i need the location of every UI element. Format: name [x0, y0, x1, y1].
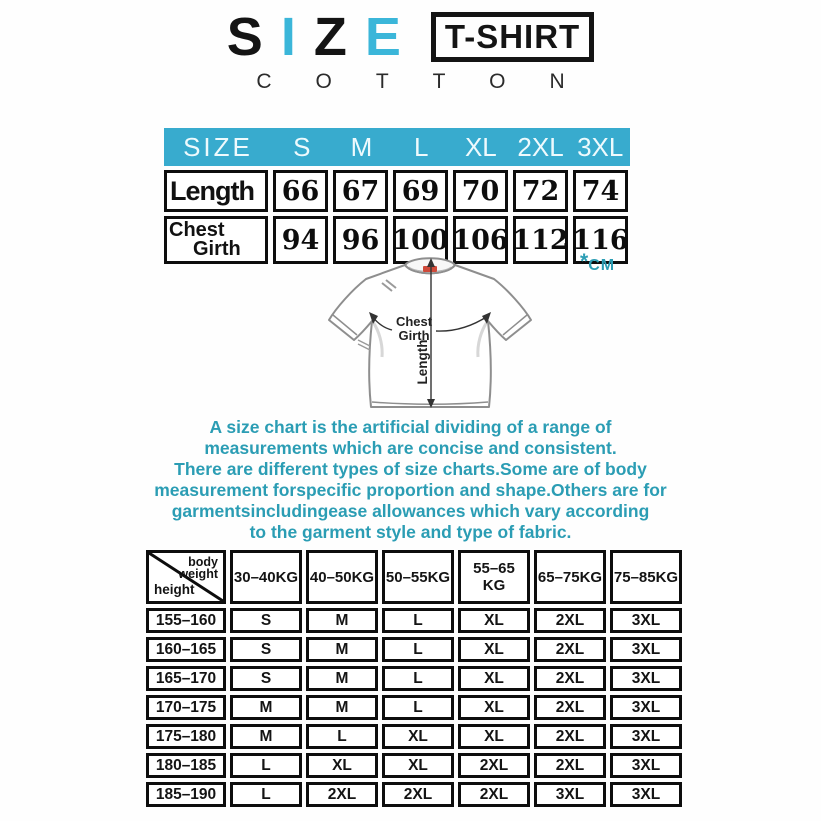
size-cell: L: [306, 724, 378, 749]
product-type-badge: T-SHIRT: [431, 12, 594, 62]
weight-column-header: 65–75KG: [534, 550, 606, 604]
size-cell: XL: [458, 608, 530, 633]
tshirt-outline: [329, 265, 531, 407]
unit-label: CM: [588, 257, 616, 274]
unit-note: [580, 250, 615, 275]
weight-column-header: 55–65 KG: [458, 550, 530, 604]
size-cell: L: [382, 637, 454, 662]
size-chart-description: [40, 417, 781, 543]
height-range: 185–190: [146, 782, 226, 807]
size-cell: XL: [458, 637, 530, 662]
fit-row: [146, 608, 682, 633]
tshirt-measurement-diagram: [308, 254, 554, 426]
weight-column-header: 30–40KG: [230, 550, 302, 604]
size-cell: 3XL: [610, 608, 682, 633]
size-cell: 2XL: [534, 637, 606, 662]
chest-value: 112: [513, 216, 568, 264]
weight-column-header: 75–85KG: [610, 550, 682, 604]
description-line: garmentsincludingease allowances which vary according: [171, 501, 650, 521]
size-cell: 3XL: [610, 724, 682, 749]
size-cell: 2XL: [458, 753, 530, 778]
chest-label-line1: Chest: [169, 219, 225, 241]
brand-letter: Z: [313, 7, 347, 67]
size-cell: M: [306, 637, 378, 662]
description-line: measurements which are concise and consistent.: [204, 438, 617, 458]
size-cell: L: [382, 608, 454, 633]
size-cell: 2XL: [534, 608, 606, 633]
size-cell: 2XL: [534, 695, 606, 720]
size-cell: M: [306, 608, 378, 633]
description-line: There are different types of size charts.Some are of body: [174, 459, 647, 479]
fit-row: [146, 666, 682, 691]
size-cell: 2XL: [306, 782, 378, 807]
length-value: 74: [573, 170, 628, 212]
size-cell: S: [230, 666, 302, 691]
height-weight-fit-table: [142, 546, 686, 811]
length-row: [164, 170, 630, 212]
height-range: 165–170: [146, 666, 226, 691]
size-cell: 3XL: [610, 782, 682, 807]
size-cell: 2XL: [534, 724, 606, 749]
cm-size-table: [164, 128, 630, 264]
description-line: A size chart is the artificial dividing of a range of: [209, 417, 612, 437]
chest-value: 100: [393, 216, 448, 264]
chest-girth-label-line2: Girth: [398, 328, 430, 343]
tshirt-drawing: [308, 254, 554, 426]
chest-label-line2: Girth: [193, 238, 241, 260]
title-block: [0, 7, 821, 93]
size-cell: L: [382, 666, 454, 691]
chest-value: 96: [333, 216, 388, 264]
chest-value: 94: [273, 216, 328, 264]
length-label: Length: [415, 339, 430, 385]
column-header-3xl: 3XL: [577, 131, 624, 162]
column-header-s: S: [293, 131, 311, 162]
size-cell: M: [230, 724, 302, 749]
size-cell: S: [230, 608, 302, 633]
size-cell: 2XL: [382, 782, 454, 807]
chest-value: 116: [573, 216, 628, 264]
fit-row: [146, 782, 682, 807]
description-line: measurement forspecific proportion and shape.Others are for: [154, 480, 667, 500]
size-cell: XL: [458, 724, 530, 749]
size-cell: XL: [382, 753, 454, 778]
corner-cell: [146, 550, 226, 604]
size-cell: L: [230, 782, 302, 807]
size-cell: 3XL: [610, 637, 682, 662]
length-value: 69: [393, 170, 448, 212]
chest-girth-label-line1: Chest: [395, 314, 433, 329]
length-value: 72: [513, 170, 568, 212]
brand-letter: E: [364, 7, 401, 67]
fit-row: [146, 724, 682, 749]
cm-size-table-header: [164, 128, 630, 166]
brand-letter: I: [280, 7, 296, 67]
side-mark: [358, 340, 370, 350]
size-cell: 2XL: [534, 666, 606, 691]
length-value: 66: [273, 170, 328, 212]
corner-height-label: height: [154, 582, 195, 597]
size-cell: 2XL: [458, 782, 530, 807]
fit-row: [146, 753, 682, 778]
size-cell: XL: [458, 695, 530, 720]
size-cell: XL: [306, 753, 378, 778]
brand-wordmark: [226, 7, 594, 67]
height-range: 160–165: [146, 637, 226, 662]
chest-value: 106: [453, 216, 508, 264]
column-header-m: M: [350, 131, 373, 162]
column-header-l: L: [413, 131, 429, 162]
column-header-size: SIZE: [183, 131, 253, 162]
material-subtitle: COTTON: [256, 70, 609, 93]
column-header-xl: XL: [464, 131, 497, 162]
weight-column-header: 40–50KG: [306, 550, 378, 604]
length-value: 67: [333, 170, 388, 212]
height-range: 170–175: [146, 695, 226, 720]
size-cell: M: [306, 695, 378, 720]
size-cell: S: [230, 637, 302, 662]
size-cell: 3XL: [610, 695, 682, 720]
size-cell: L: [230, 753, 302, 778]
fit-table-header-row: [146, 550, 682, 604]
size-cell: M: [230, 695, 302, 720]
description-line: to the garment style and type of fabric.: [249, 522, 572, 542]
length-row-label: Length: [164, 170, 268, 212]
brand-letter: S: [226, 7, 263, 67]
height-range: 155–160: [146, 608, 226, 633]
size-cell: 3XL: [610, 666, 682, 691]
column-header-2xl: 2XL: [517, 131, 564, 162]
asterisk-icon: *: [580, 250, 589, 273]
weight-column-header: 50–55KG: [382, 550, 454, 604]
corner-body-weight-label: [178, 556, 218, 580]
corner-label-line2: weight: [178, 567, 218, 581]
length-value: 70: [453, 170, 508, 212]
size-cell: 3XL: [534, 782, 606, 807]
size-cell: M: [306, 666, 378, 691]
corner-label-line1: body: [188, 555, 218, 569]
chest-girth-row-label: [164, 216, 268, 264]
fit-row: [146, 637, 682, 662]
height-range: 180–185: [146, 753, 226, 778]
size-cell: L: [382, 695, 454, 720]
height-range: 175–180: [146, 724, 226, 749]
size-cell: XL: [382, 724, 454, 749]
fit-row: [146, 695, 682, 720]
size-cell: 2XL: [534, 753, 606, 778]
size-cell: XL: [458, 666, 530, 691]
size-cell: 3XL: [610, 753, 682, 778]
